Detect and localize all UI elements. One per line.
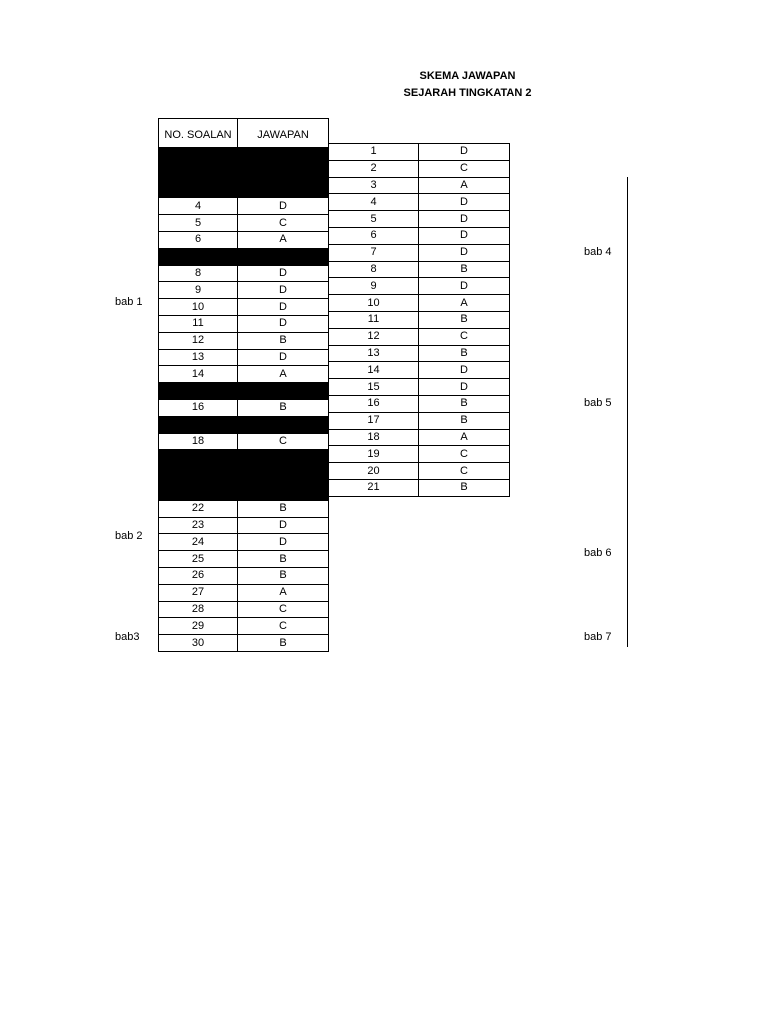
answer-table-left	[158, 118, 329, 652]
question-number-cell: 25	[159, 551, 238, 568]
question-number-cell	[159, 164, 238, 181]
question-number-cell: 6	[159, 231, 238, 248]
table-row	[329, 160, 510, 177]
question-number-cell: 23	[159, 517, 238, 534]
table-row	[159, 215, 329, 232]
answer-table-right	[328, 143, 510, 497]
page-subtitle: SEJARAH TINGKATAN 2	[403, 87, 532, 99]
answer-cell: B	[419, 345, 510, 362]
answer-cell: D	[238, 315, 329, 332]
redacted-row	[159, 483, 329, 500]
answer-cell: D	[419, 227, 510, 244]
question-number-cell: 30	[159, 635, 238, 652]
question-number-cell	[159, 450, 238, 467]
answer-cell: B	[238, 635, 329, 652]
question-number-cell: 16	[329, 395, 419, 412]
table-row	[159, 198, 329, 215]
answer-cell: B	[419, 395, 510, 412]
question-number-cell: 12	[159, 332, 238, 349]
answer-cell: C	[419, 328, 510, 345]
question-number-cell: 17	[329, 412, 419, 429]
table-row	[329, 362, 510, 379]
question-number-cell	[159, 148, 238, 165]
answer-cell: C	[238, 215, 329, 232]
table-row	[329, 429, 510, 446]
question-number-cell: 26	[159, 567, 238, 584]
chapter-label: bab 2	[115, 530, 143, 542]
table-row	[329, 345, 510, 362]
table-row	[329, 295, 510, 312]
table-row	[159, 551, 329, 568]
answer-cell: C	[238, 601, 329, 618]
table-row	[159, 366, 329, 383]
answer-cell	[238, 483, 329, 500]
answer-cell	[238, 181, 329, 198]
question-number-cell: 15	[329, 379, 419, 396]
table-row	[329, 395, 510, 412]
answer-cell: C	[238, 618, 329, 635]
answer-cell: D	[419, 362, 510, 379]
table-row	[159, 265, 329, 282]
question-number-cell: 18	[159, 433, 238, 450]
answer-cell	[238, 148, 329, 165]
answer-cell: D	[419, 194, 510, 211]
redacted-row	[159, 467, 329, 484]
redacted-row	[159, 148, 329, 165]
table-row	[159, 315, 329, 332]
answer-cell: B	[238, 332, 329, 349]
table-row	[159, 433, 329, 450]
question-number-cell: 22	[159, 500, 238, 517]
answer-cell: A	[419, 177, 510, 194]
answer-cell: B	[419, 412, 510, 429]
answer-cell: D	[419, 278, 510, 295]
table-row	[329, 311, 510, 328]
table-row	[159, 534, 329, 551]
question-number-cell: 29	[159, 618, 238, 635]
question-number-cell: 4	[159, 198, 238, 215]
table-row	[329, 194, 510, 211]
table-row	[159, 635, 329, 652]
redacted-row	[159, 450, 329, 467]
table-row	[329, 177, 510, 194]
table-header-row	[159, 119, 329, 148]
answer-cell: B	[419, 311, 510, 328]
chapter-label: bab 6	[584, 547, 612, 559]
answer-cell: B	[238, 500, 329, 517]
answer-cell: B	[419, 479, 510, 496]
answer-cell: D	[238, 282, 329, 299]
question-number-cell	[159, 467, 238, 484]
question-number-cell: 27	[159, 584, 238, 601]
table-row	[329, 446, 510, 463]
question-number-cell: 5	[159, 215, 238, 232]
answer-cell: B	[419, 261, 510, 278]
question-number-cell: 11	[159, 315, 238, 332]
table-row	[329, 479, 510, 496]
table-row	[329, 328, 510, 345]
answer-cell: A	[238, 584, 329, 601]
question-number-cell: 13	[329, 345, 419, 362]
question-number-cell	[159, 483, 238, 500]
table-row	[329, 412, 510, 429]
answer-cell: C	[419, 160, 510, 177]
table-row	[329, 379, 510, 396]
answer-cell: D	[419, 244, 510, 261]
question-number-cell	[159, 181, 238, 198]
answer-cell: A	[238, 231, 329, 248]
question-number-cell	[159, 383, 238, 400]
question-number-cell: 9	[159, 282, 238, 299]
answer-cell: D	[238, 198, 329, 215]
answer-cell: D	[238, 349, 329, 366]
table-row	[159, 282, 329, 299]
question-number-cell: 5	[329, 211, 419, 228]
question-number-cell: 16	[159, 399, 238, 416]
table-row	[329, 227, 510, 244]
answer-cell: B	[238, 551, 329, 568]
column-header-answer: JAWAPAN	[238, 119, 329, 148]
table-row	[159, 584, 329, 601]
question-number-cell: 24	[159, 534, 238, 551]
table-row	[159, 567, 329, 584]
answer-cell: C	[419, 463, 510, 480]
table-row	[159, 500, 329, 517]
answer-cell	[238, 383, 329, 400]
page-title: SKEMA JAWAPAN	[419, 70, 516, 82]
question-number-cell: 8	[159, 265, 238, 282]
answer-cell: D	[419, 379, 510, 396]
chapter-label: bab 4	[584, 246, 612, 258]
question-number-cell: 14	[159, 366, 238, 383]
question-number-cell: 10	[159, 299, 238, 316]
answer-cell	[238, 416, 329, 433]
table-row	[159, 601, 329, 618]
table-row	[159, 332, 329, 349]
question-number-cell: 3	[329, 177, 419, 194]
divider-line	[627, 177, 628, 647]
answer-cell: C	[238, 433, 329, 450]
question-number-cell: 9	[329, 278, 419, 295]
question-number-cell: 4	[329, 194, 419, 211]
table-row	[159, 517, 329, 534]
answer-cell: A	[419, 295, 510, 312]
table-row	[329, 211, 510, 228]
question-number-cell: 28	[159, 601, 238, 618]
answer-cell	[238, 467, 329, 484]
question-number-cell: 21	[329, 479, 419, 496]
chapter-label: bab 7	[584, 631, 612, 643]
table-row	[329, 144, 510, 161]
answer-cell: A	[238, 366, 329, 383]
question-number-cell: 1	[329, 144, 419, 161]
question-number-cell: 14	[329, 362, 419, 379]
table-row	[159, 299, 329, 316]
answer-cell: D	[238, 517, 329, 534]
table-row	[159, 231, 329, 248]
question-number-cell: 2	[329, 160, 419, 177]
question-number-cell: 19	[329, 446, 419, 463]
chapter-label: bab 1	[115, 296, 143, 308]
answer-cell: B	[238, 567, 329, 584]
question-number-cell: 10	[329, 295, 419, 312]
answer-cell: D	[238, 265, 329, 282]
redacted-row	[159, 383, 329, 400]
answer-cell	[238, 248, 329, 265]
redacted-row	[159, 416, 329, 433]
table-row	[329, 261, 510, 278]
question-number-cell: 18	[329, 429, 419, 446]
table-row	[159, 399, 329, 416]
question-number-cell: 6	[329, 227, 419, 244]
question-number-cell: 7	[329, 244, 419, 261]
question-number-cell: 11	[329, 311, 419, 328]
question-number-cell: 20	[329, 463, 419, 480]
table-row	[159, 618, 329, 635]
question-number-cell	[159, 416, 238, 433]
redacted-row	[159, 248, 329, 265]
redacted-row	[159, 164, 329, 181]
column-header-question-no: NO. SOALAN	[159, 119, 238, 148]
redacted-row	[159, 181, 329, 198]
question-number-cell: 8	[329, 261, 419, 278]
table-row	[329, 463, 510, 480]
question-number-cell: 12	[329, 328, 419, 345]
answer-cell: D	[419, 144, 510, 161]
answer-cell: D	[419, 211, 510, 228]
table-row	[329, 278, 510, 295]
answer-cell: A	[419, 429, 510, 446]
answer-cell: D	[238, 299, 329, 316]
table-row	[329, 244, 510, 261]
answer-cell	[238, 450, 329, 467]
answer-cell: B	[238, 399, 329, 416]
table-row	[159, 349, 329, 366]
question-number-cell	[159, 248, 238, 265]
answer-cell: C	[419, 446, 510, 463]
answer-cell: D	[238, 534, 329, 551]
question-number-cell: 13	[159, 349, 238, 366]
chapter-label: bab 5	[584, 397, 612, 409]
chapter-label: bab3	[115, 631, 140, 643]
answer-cell	[238, 164, 329, 181]
